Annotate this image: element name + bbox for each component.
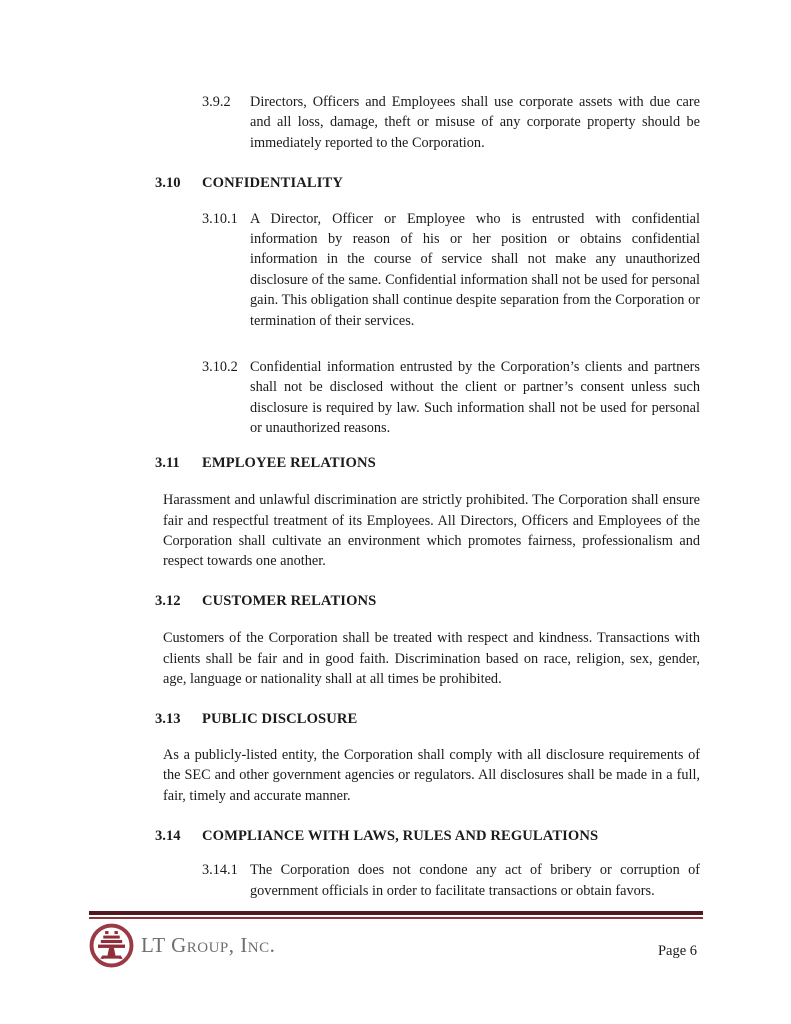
clause-text: A Director, Officer or Employee who is entrusted with confidential information by reason of his or her position or obtains confidential information in the course of service shall not make any unauthorized disclosure of the same. Confidential information shall not be used for personal gain. This obligation shall continue despite separation from the Corporation or termination of their services. xyxy=(250,210,700,329)
clause-number: 3.9.2 xyxy=(202,94,231,110)
footer-rule-thin-line xyxy=(89,917,703,919)
clause-text: Confidential information entrusted by the Corporation’s clients and partners shall not be disclosed without the client or partner’s consent unless such disclosure is required by law. Such information shall not be used for personal or unauthorized reasons. xyxy=(250,359,700,437)
clause-text: The Corporation does not condone any act of bribery or corruption of government officials in order to facilitate transactions or obtain favors. xyxy=(250,862,700,899)
section-heading-3-12 xyxy=(155,591,700,611)
section-title: PUBLIC DISCLOSURE xyxy=(202,711,358,728)
section-title: EMPLOYEE RELATIONS xyxy=(202,454,376,471)
paragraph-employee-relations: Harassment and unlawful discrimination are strictly prohibited. The Corporation shall ensure fair and respectful treatment of its Employees. All Directors, Officers and Employees of the Corporation shall cultivate an environment which promotes fairness, professionalism and respect towards one another. xyxy=(163,492,700,570)
footer-divider-rule xyxy=(89,911,703,919)
page-number: Page 6 xyxy=(657,943,697,959)
brand-name: LT Group, Inc. xyxy=(141,933,276,957)
clause-text: Directors, Officers and Employees shall use corporate assets with due care and all loss, damage, theft or misuse of any corporate property should be immediately reported to the Corporation. xyxy=(250,94,700,151)
clause-3-9-2 xyxy=(202,92,700,153)
section-heading-3-14 xyxy=(155,826,700,846)
document-content xyxy=(155,92,700,901)
section-heading-3-13 xyxy=(155,709,700,729)
section-title: CUSTOMER RELATIONS xyxy=(202,592,377,609)
clause-3-14-1 xyxy=(202,860,700,901)
clause-3-10-1 xyxy=(202,209,700,331)
clause-number: 3.10.1 xyxy=(202,210,238,227)
clause-3-10-2 xyxy=(202,357,700,439)
section-title: COMPLIANCE WITH LAWS, RULES AND REGULATIONS xyxy=(202,827,599,844)
section-number: 3.12 xyxy=(155,592,181,609)
section-heading-3-11 xyxy=(155,453,700,473)
lt-group-logo-icon xyxy=(89,923,134,968)
section-number: 3.11 xyxy=(155,454,180,471)
clause-number: 3.10.2 xyxy=(202,359,238,376)
section-title: CONFIDENTIALITY xyxy=(202,175,343,192)
section-heading-3-10 xyxy=(155,173,700,193)
paragraph-public-disclosure: As a publicly-listed entity, the Corporation shall comply with all disclosure requirements of the SEC and other government agencies or regulators. All disclosures shall be made in a full, fair, timely and accurate manner. xyxy=(163,746,700,804)
clause-number: 3.14.1 xyxy=(202,862,238,879)
section-number: 3.10 xyxy=(155,175,181,192)
footer-brand xyxy=(89,923,275,968)
paragraph-customer-relations: Customers of the Corporation shall be treated with respect and kindness. Transactions with clients shall be fair and in good faith. Discrimination based on race, religion, sex, gender, age, language or nationality shall at all times be prohibited. xyxy=(163,630,700,687)
section-number: 3.13 xyxy=(155,711,181,728)
section-number: 3.14 xyxy=(155,827,181,844)
